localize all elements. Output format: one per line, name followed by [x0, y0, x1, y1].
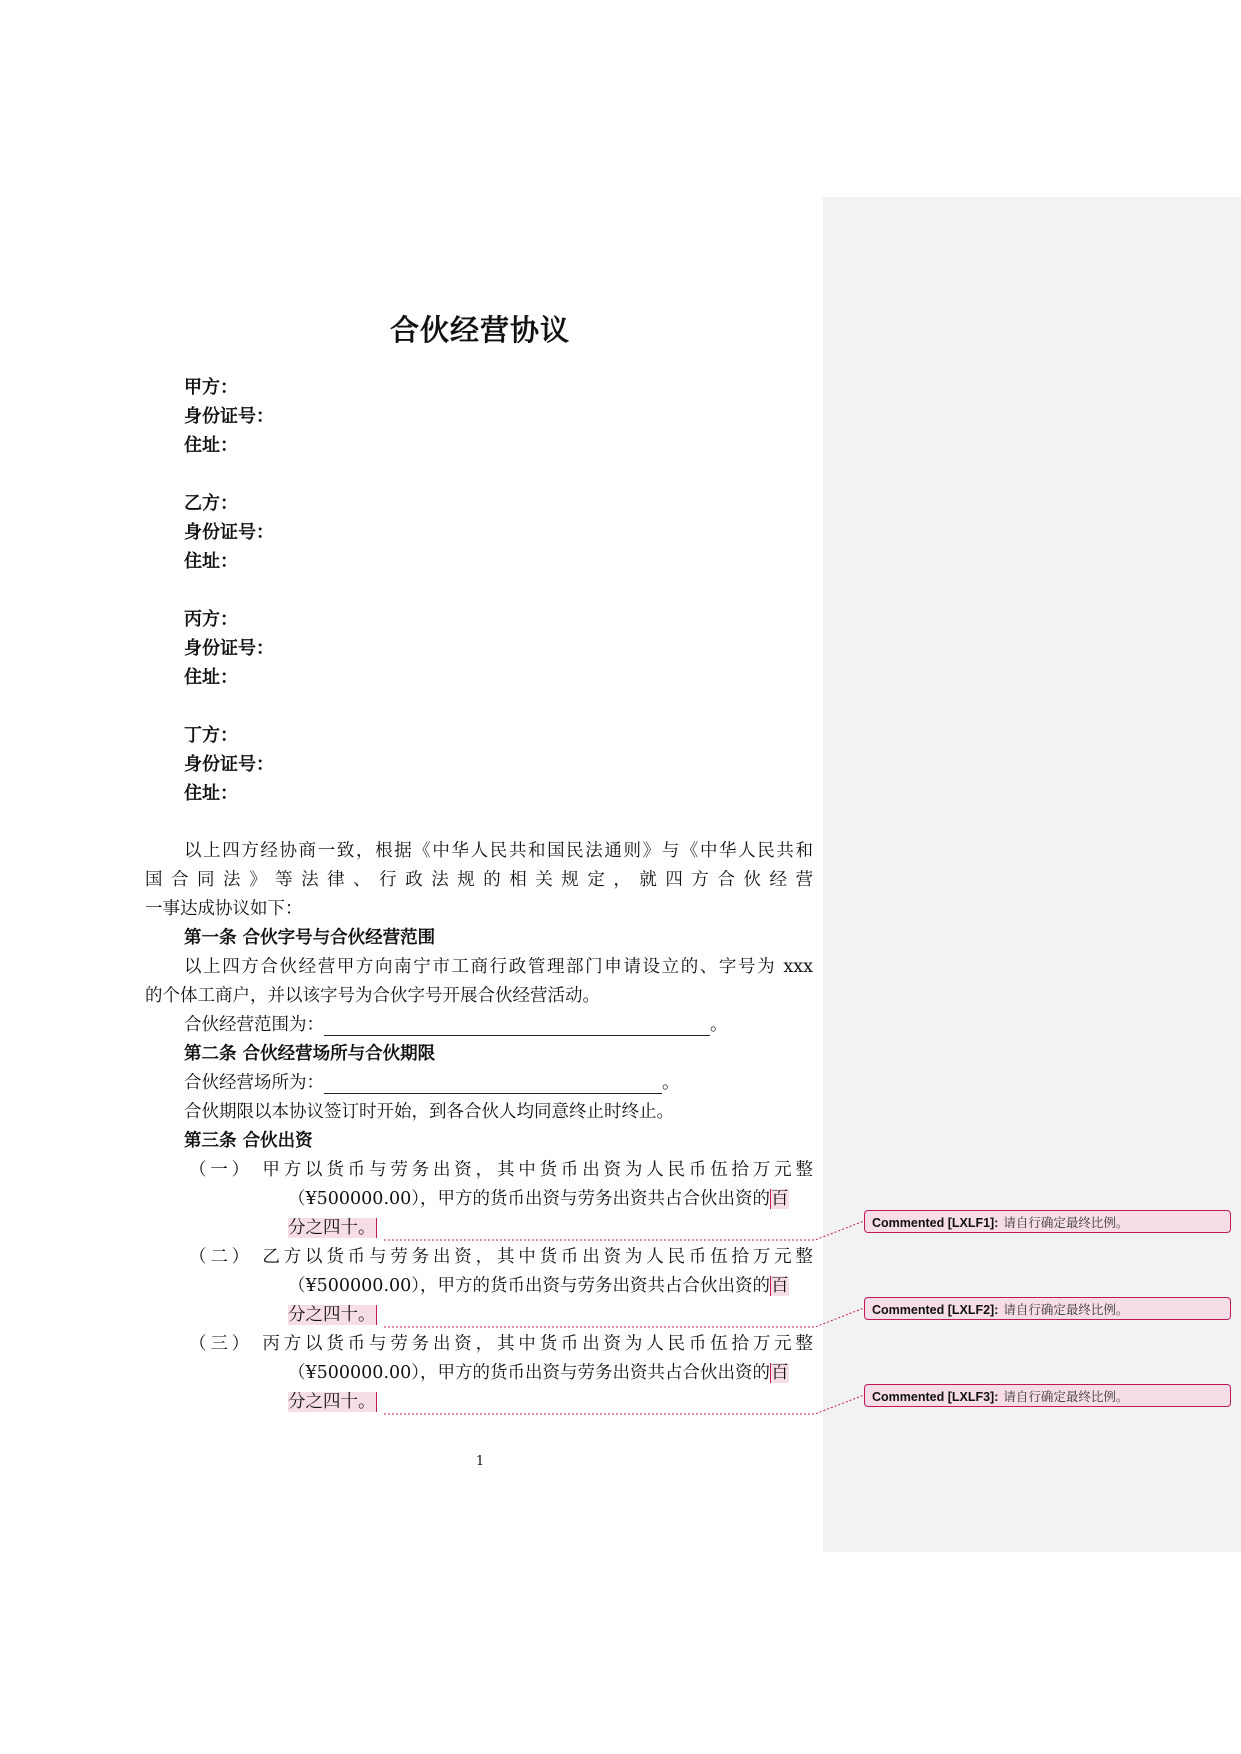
article-1-text: 以上四方合伙经营甲方向南宁市工商行政管理部门申请设立的、字号为 xxx: [184, 957, 813, 977]
place-end: 。: [662, 1073, 680, 1093]
comment-id: Commented [LXLF3]:: [872, 1390, 999, 1404]
contribution-item-1: （一） 甲方以货币与劳务出资，其中货币出资为人民币伍拾万元整: [189, 1160, 813, 1180]
comment-id: Commented [LXLF2]:: [872, 1303, 999, 1317]
article-1-text: 的个体工商户，并以该字号为合伙字号开展合伙经营活动。: [145, 986, 600, 1006]
comment-balloon-3[interactable]: [864, 1384, 1231, 1407]
party-name-label: 丁方：: [184, 725, 238, 746]
scope-end: 。: [710, 1015, 728, 1035]
contribution-item-3-end: [145, 1388, 813, 1417]
comment-text: 请自行确定最终比例。: [1003, 1389, 1129, 1404]
party-address-label: 住址：: [184, 783, 238, 804]
document-title: 合伙经营协议: [389, 313, 570, 347]
contribution-item-1-end: [145, 1214, 813, 1243]
comment-text: 请自行确定最终比例。: [1003, 1302, 1129, 1317]
comment-anchor-2-end[interactable]: 分之四十。: [288, 1305, 376, 1325]
comment-anchor-1[interactable]: 百: [771, 1189, 789, 1209]
party-id-label: 身份证号：: [184, 406, 274, 427]
party-block-a: [184, 373, 274, 460]
intro-line: 以上四方经协商一致，根据《中华人民共和国民法通则》与《中华人民共和: [184, 841, 813, 861]
party-address-label: 住址：: [184, 435, 238, 456]
contribution-text: （¥500000.00），甲方的货币出资与劳务出资共占合伙出资的: [288, 1363, 771, 1383]
contribution-item-2-end: [145, 1301, 813, 1330]
contribution-item-2: （二） 乙方以货币与劳务出资，其中货币出资为人民币伍拾万元整: [189, 1247, 813, 1267]
contribution-item-1-cont: [145, 1185, 813, 1214]
comment-anchor-1-end[interactable]: 分之四十。: [288, 1218, 376, 1238]
comment-balloon-1[interactable]: [864, 1210, 1231, 1233]
comment-anchor-3-end[interactable]: 分之四十。: [288, 1392, 376, 1412]
intro-line: 一事达成协议如下：: [145, 899, 303, 919]
party-id-label: 身份证号：: [184, 638, 274, 659]
scope-line: [145, 1011, 813, 1040]
scope-blank[interactable]: [324, 1015, 710, 1036]
contribution-item-3-cont: [145, 1359, 813, 1388]
article-2-heading: 第二条 合伙经营场所与合伙期限: [184, 1044, 436, 1064]
place-label: 合伙经营场所为：: [184, 1073, 324, 1093]
contribution-item-2-cont: [145, 1272, 813, 1301]
party-name-label: 丙方：: [184, 609, 238, 630]
contribution-item-3: （三） 丙方以货币与劳务出资，其中货币出资为人民币伍拾万元整: [189, 1334, 813, 1354]
contribution-text: （¥500000.00），甲方的货币出资与劳务出资共占合伙出资的: [288, 1189, 771, 1209]
comment-pane: [823, 197, 1241, 1552]
term-line: 合伙期限以本协议签订时开始，到各合伙人均同意终止时终止。: [184, 1102, 674, 1122]
contribution-text: （¥500000.00），甲方的货币出资与劳务出资共占合伙出资的: [288, 1276, 771, 1296]
party-id-label: 身份证号：: [184, 754, 274, 775]
party-block-b: [184, 489, 274, 576]
party-address-label: 住址：: [184, 551, 238, 572]
comment-id: Commented [LXLF1]:: [872, 1216, 999, 1230]
comment-anchor-2[interactable]: 百: [771, 1276, 789, 1296]
party-block-c: [184, 605, 274, 692]
agreement-body: [145, 837, 813, 1417]
party-name-label: 甲方：: [184, 377, 238, 398]
article-1-heading: 第一条 合伙字号与合伙经营范围: [184, 928, 436, 948]
party-id-label: 身份证号：: [184, 522, 274, 543]
page-number: 1: [475, 1454, 485, 1469]
party-block-d: [184, 721, 274, 808]
place-line: [145, 1069, 813, 1098]
comment-text: 请自行确定最终比例。: [1003, 1215, 1129, 1230]
scope-label: 合伙经营范围为：: [184, 1015, 324, 1035]
party-address-label: 住址：: [184, 667, 238, 688]
comment-balloon-2[interactable]: [864, 1297, 1231, 1320]
intro-line: 国 合 同 法 》 等 法 律 、 行 政 法 规 的 相 关 规 定 ， 就 四 方 合 伙 经 营: [145, 870, 813, 890]
comment-anchor-3[interactable]: 百: [771, 1363, 789, 1383]
article-3-heading: 第三条 合伙出资: [184, 1131, 313, 1151]
party-name-label: 乙方：: [184, 493, 238, 514]
place-blank[interactable]: [324, 1073, 662, 1094]
